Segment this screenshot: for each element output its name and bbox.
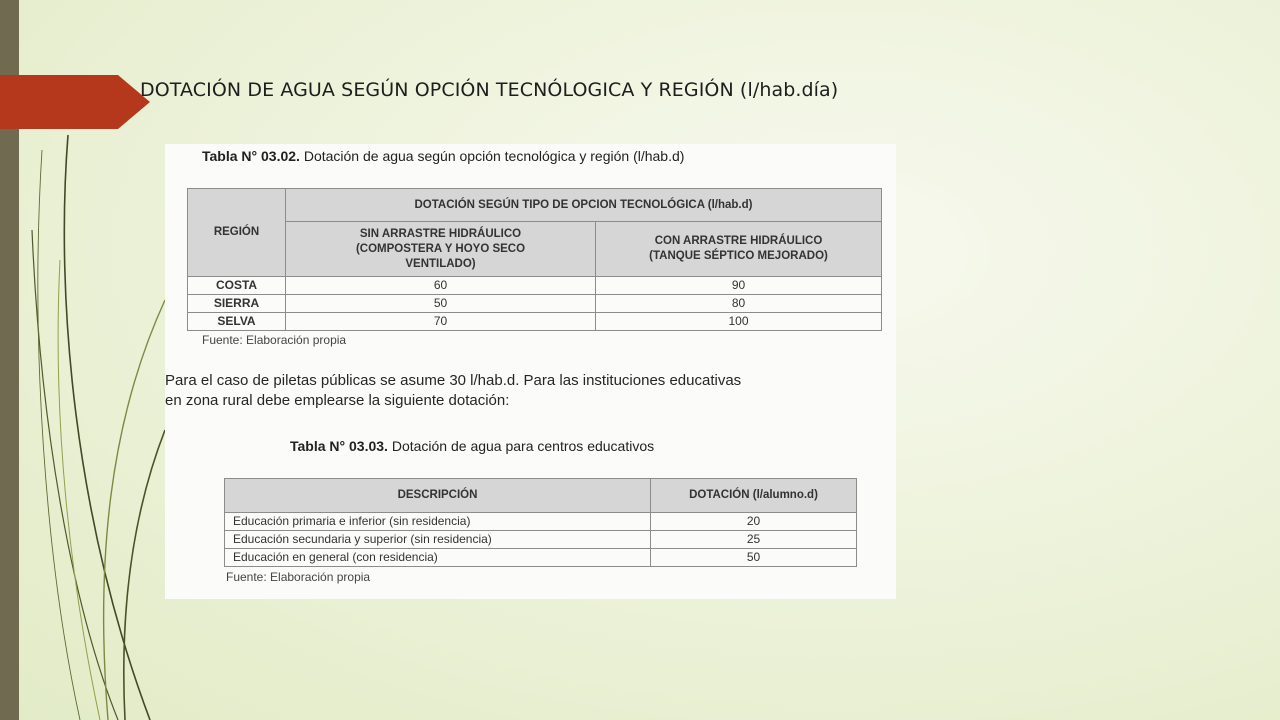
body-paragraph: Para el caso de piletas públicas se asume 30 l/hab.d. Para las instituciones educativas en zona rural debe emplearse la siguiente dotación: xyxy=(165,372,742,409)
table-row: SIERRA 50 80 xyxy=(188,295,882,313)
water-allocation-by-region-table xyxy=(187,188,882,331)
table1-source: Fuente: Elaboración propia xyxy=(202,333,347,347)
allocation-header: DOTACIÓN (l/alumno.d) xyxy=(651,479,857,513)
table-row: Educación en general (con residencia) 50 xyxy=(225,549,857,567)
technology-group-header: DOTACIÓN SEGÚN TIPO DE OPCION TECNOLÓGICA (l/hab.d) xyxy=(286,189,882,222)
table-row: Educación secundaria y superior (sin residencia) 25 xyxy=(225,531,857,549)
table2-source: Fuente: Elaboración propia xyxy=(226,570,371,584)
table-row: Educación primaria e inferior (sin residencia) 20 xyxy=(225,513,857,531)
table-row: COSTA 60 90 xyxy=(188,277,882,295)
table2-caption: Tabla N° 03.03. Dotación de agua para centros educativos xyxy=(290,438,655,454)
table1-caption: Tabla N° 03.02. Dotación de agua según opción tecnológica y región (l/hab.d) xyxy=(202,148,685,164)
con-arrastre-header: CON ARRASTRE HIDRÁULICO (TANQUE SÉPTICO MEJORADO) xyxy=(596,222,882,277)
title-accent-arrow xyxy=(0,75,150,129)
scanned-document-image xyxy=(165,144,896,599)
sin-arrastre-header: SIN ARRASTRE HIDRÁULICO (COMPOSTERA Y HOYO SECO VENTILADO) xyxy=(286,222,596,277)
school-water-allocation-table xyxy=(224,478,857,567)
region-header: REGIÓN xyxy=(188,189,286,277)
slide-title: DOTACIÓN DE AGUA SEGÚN OPCIÓN TECNÓLOGICA Y REGIÓN (l/hab.día) xyxy=(140,79,839,101)
table-row: SELVA 70 100 xyxy=(188,313,882,331)
description-header: DESCRIPCIÓN xyxy=(225,479,651,513)
